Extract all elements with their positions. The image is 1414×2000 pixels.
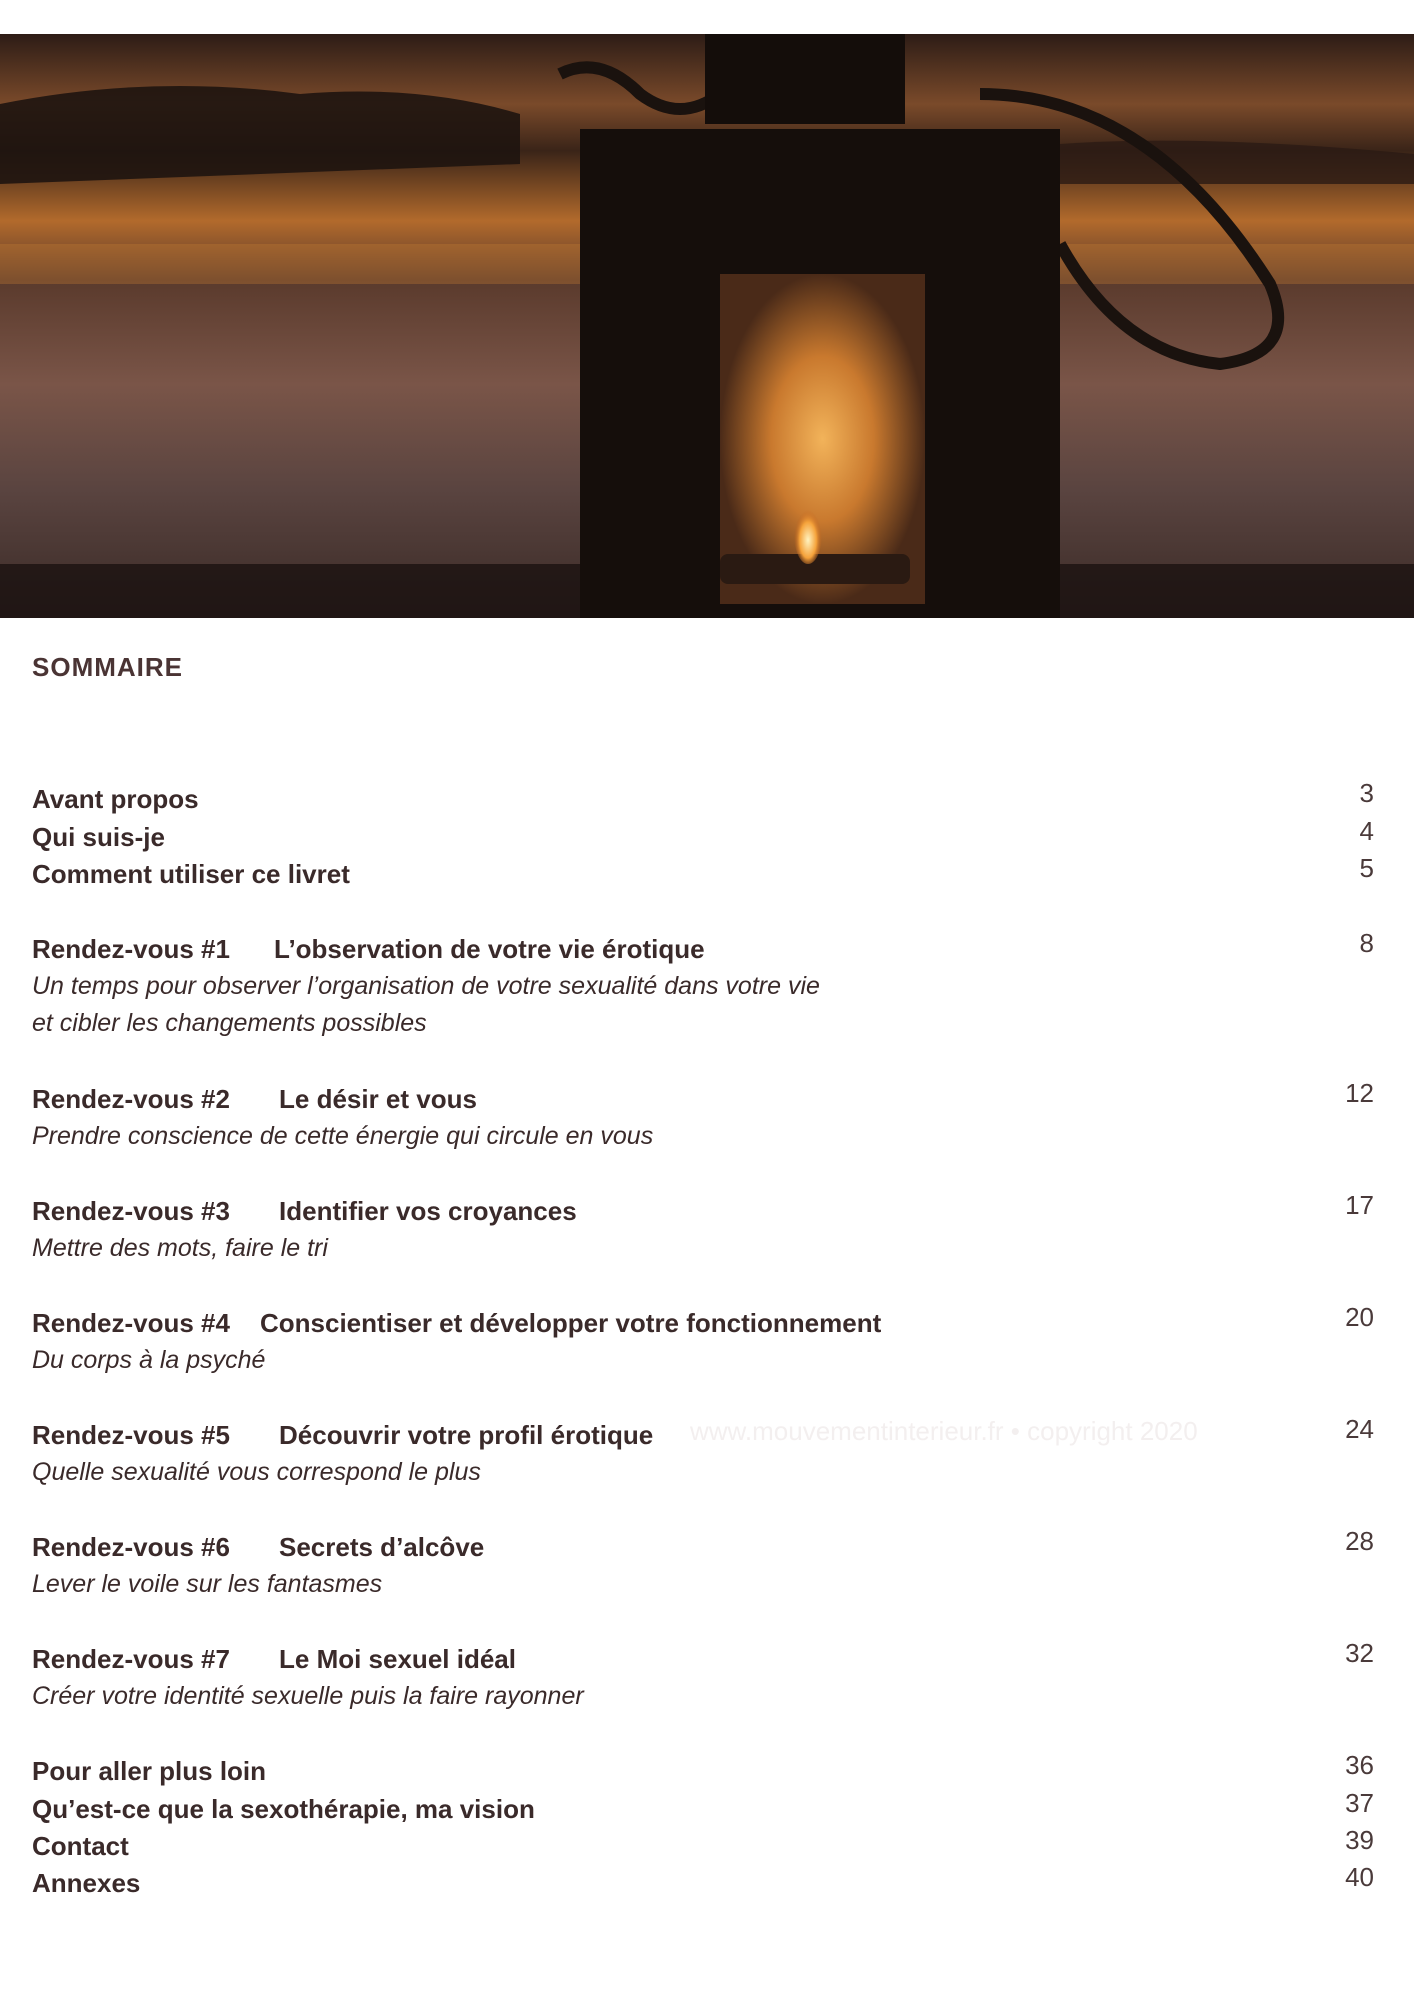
rendezvous-topic: Découvrir votre profil érotique [279,1420,654,1450]
toc-rendezvous-entry[interactable] [32,1192,1374,1230]
toc-entry-label: Annexes [32,1868,141,1898]
page-title: SOMMAIRE [32,652,183,682]
toc-entry-label: Contact [32,1831,129,1861]
rendezvous-topic: Identifier vos croyances [279,1196,577,1226]
toc-rendezvous-entry[interactable] [32,1640,1374,1678]
toc-rendezvous-entry[interactable] [32,1304,1374,1342]
lantern-sunset-photo [0,34,1414,618]
toc-page-number: 17 [1345,1190,1374,1220]
toc-entry[interactable] [32,855,1374,893]
toc-page-number: 20 [1345,1302,1374,1332]
rendezvous-description: et cibler les changements possibles [32,1009,427,1037]
toc-page-number: 12 [1345,1078,1374,1108]
toc-page-number: 36 [1345,1750,1374,1780]
rendezvous-topic: Le désir et vous [279,1084,477,1114]
toc-rendezvous-entry[interactable] [32,1528,1374,1566]
toc-page-number: 4 [1359,816,1374,846]
toc-page-number: 39 [1345,1825,1374,1855]
toc-page-number: 37 [1345,1788,1374,1818]
toc-entry[interactable] [32,1752,1374,1790]
rendezvous-topic: Conscientiser et développer votre fonctionnement [260,1308,882,1338]
hero-image [0,34,1414,618]
toc-page-number: 8 [1359,928,1374,958]
rendezvous-number: Rendez-vous #6 [32,1532,230,1562]
rendezvous-number: Rendez-vous #7 [32,1644,230,1674]
toc-page-number: 3 [1359,778,1374,808]
rendezvous-description: Mettre des mots, faire le tri [32,1234,328,1262]
rendezvous-number: Rendez-vous #2 [32,1084,230,1114]
toc-entry-label: Qu’est-ce que la sexothérapie, ma vision [32,1794,535,1824]
rendezvous-description: Créer votre identité sexuelle puis la faire rayonner [32,1682,584,1710]
toc-page-number: 40 [1345,1862,1374,1892]
toc-rendezvous-entry[interactable] [32,930,1374,968]
toc-entry[interactable] [32,1827,1374,1865]
rendezvous-description: Quelle sexualité vous correspond le plus [32,1458,481,1486]
toc-rendezvous-entry[interactable] [32,1080,1374,1118]
toc-entry-label: Avant propos [32,784,199,814]
toc-entry[interactable] [32,1790,1374,1828]
copyright-watermark: www.mouvementinterieur.fr • copyright 2020 [690,1416,1198,1446]
toc-entry[interactable] [32,780,1374,818]
rendezvous-topic: Le Moi sexuel idéal [279,1644,516,1674]
rendezvous-number: Rendez-vous #3 [32,1196,230,1226]
rendezvous-topic: Secrets d’alcôve [279,1532,485,1562]
toc-entry[interactable] [32,818,1374,856]
toc-entry-label: Qui suis-je [32,822,165,852]
toc-entry[interactable] [32,1864,1374,1902]
rendezvous-number: Rendez-vous #4 [32,1308,230,1338]
toc-page-number: 24 [1345,1414,1374,1444]
toc-page-number: 5 [1359,853,1374,883]
rendezvous-description: Du corps à la psyché [32,1346,266,1374]
rendezvous-description: Prendre conscience de cette énergie qui circule en vous [32,1122,654,1150]
toc-entry-label: Comment utiliser ce livret [32,859,350,889]
rendezvous-topic: L’observation de votre vie érotique [274,934,705,964]
rendezvous-description: Un temps pour observer l’organisation de votre sexualité dans votre vie [32,972,820,1000]
toc-page-number: 28 [1345,1526,1374,1556]
toc-entry-label: Pour aller plus loin [32,1756,267,1786]
rendezvous-description: Lever le voile sur les fantasmes [32,1570,383,1598]
rendezvous-number: Rendez-vous #1 [32,934,230,964]
rendezvous-number: Rendez-vous #5 [32,1420,230,1450]
toc-page-number: 32 [1345,1638,1374,1668]
